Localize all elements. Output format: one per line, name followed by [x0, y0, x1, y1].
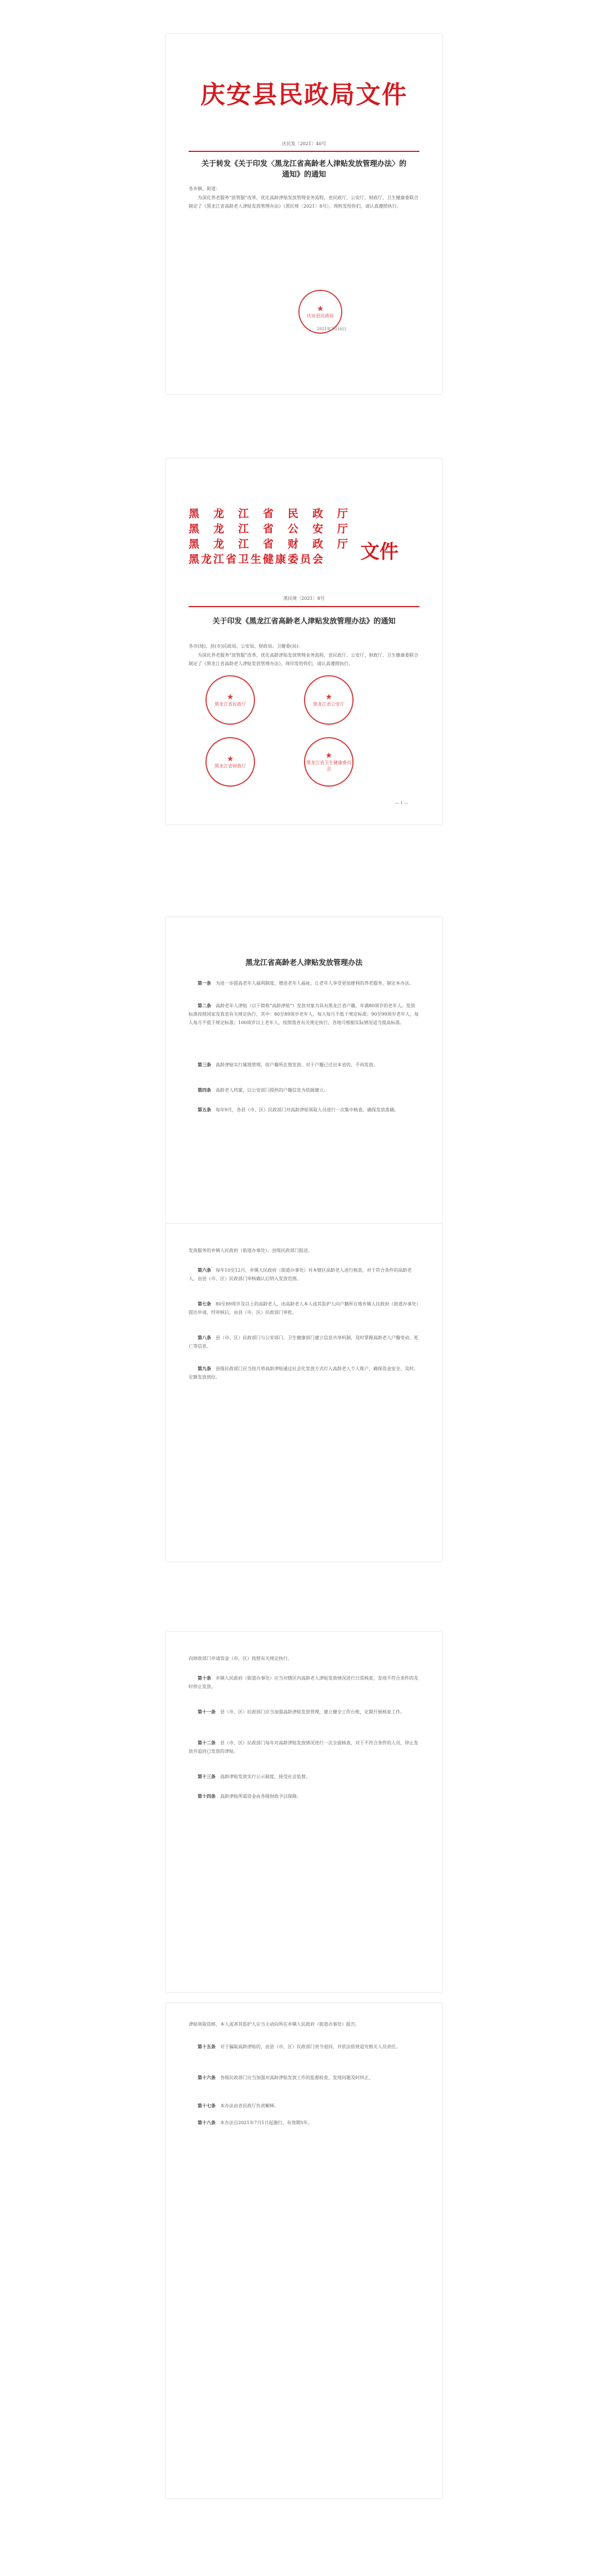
issuer-line-4: 黑龙江省卫生健康委员会	[189, 553, 325, 566]
article-17: 第十七条 本办法由省民政厅负责解释。	[198, 2103, 279, 2108]
document-title: 关于转发《关于印发〈黑龙江省高龄老人津贴发放管理办法〉的通知》的通知	[201, 160, 406, 179]
document-number: 庆民发〔2021〕40号	[281, 141, 327, 146]
article-13: 第十三条 高龄津贴发放实行公示制度，接受社会监督。	[198, 1774, 310, 1779]
issue-date: 2021年7月16日	[317, 327, 347, 331]
body-paragraph: 为深化养老服务“放管服”改革，优化高龄津贴发放管理业务流程，省民政厅、公安厅、财政厅、卫生健康委联合制定了《黑龙江省高龄老人津贴发放管理办法》，现印发给你们，请认真遵照执行。	[189, 653, 419, 666]
article-9: 第九条 县级民政部门应当按月将高龄津贴通过社会化发放方式打入高龄老人个人账户，确保资金安全、及时、足额发放到位。	[189, 1366, 418, 1380]
article-11: 第十一条 县（市、区）民政部门应当加强高龄津贴发放管理，建立健全工作台账，定期开展核查工作。	[198, 1709, 405, 1715]
article-8: 第八条 县（市、区）民政部门与公安部门、卫生健康部门建立信息共享机制，及时掌握高龄老人户籍变动、死亡等信息。	[189, 1335, 418, 1349]
article-3: 第三条 高龄津贴实行属地管理，按户籍所在地发放。对于户籍已迁出本省的，不再发放。	[198, 1062, 378, 1067]
article-4: 第四条 高龄老人档案，以公安部门提供的户籍信息为依据建立。	[198, 1087, 328, 1093]
document-page-2	[166, 459, 442, 824]
article-5: 第五条 每年9月，各县（市、区）民政部门对高龄津贴领取人员进行一次集中核查，确保发放准确。	[198, 1107, 399, 1112]
document-page-6	[166, 2003, 442, 2498]
document-number: 黑民规〔2021〕8号	[283, 596, 325, 601]
article-6: 第六条 每年10至12月，乡镇人民政府（街道办事处）对本辖区高龄老人进行核查，对于符合条件的高龄老人，由县（市、区）民政部门审核确认后纳入发放范围。	[189, 1267, 412, 1281]
article-15: 第十五条 对于骗取高龄津贴的，由县（市、区）民政部门责令退回，并依法依规追究相关人员责任。	[198, 2044, 400, 2049]
issuer-line-1: 黑 龙 江 省 民 政 厅	[189, 508, 350, 520]
article-1: 第一条 为进一步提高老年人福利制度，增进老年人福祉，让老年人享受更加便利的养老服务，制定本办法。	[198, 980, 414, 986]
document-page-4	[166, 1224, 442, 1561]
article-14: 第十四条 高龄津贴所需资金由各级财政予以保障。	[198, 1793, 301, 1799]
issuer-line-2: 黑 龙 江 省 公 安 厅	[189, 523, 350, 535]
addressee: 各市(地)、县(市)民政局、公安局、财政局、卫健委(局)：	[189, 644, 303, 649]
official-seal: ★ 黑龙江省民政厅	[205, 675, 255, 725]
official-seal: ★ 黑龙江省卫生健康委员会	[304, 737, 354, 787]
article-12: 第十二条 县（市、区）民政部门每年对高龄津贴发放情况进行一次全面核查，对于不符合条件的人员，停止发放并追回已发放的津贴。	[189, 1740, 418, 1754]
article-18: 第十八条 本办法自2021年7月1日起施行，有效期5年。	[198, 2120, 312, 2125]
continuation-text: 发放服务的乡镇人民政府（街道办事处）、县级民政部门报送。	[189, 1248, 312, 1253]
article-16: 第十六条 各级民政部门应当加强对高龄津贴发放工作的监督检查，发现问题及时纠正。	[198, 2075, 373, 2080]
document-title: 关于印发《黑龙江省高龄老人津贴发放管理办法》的通知	[212, 617, 396, 626]
document-label: 文件	[360, 541, 399, 563]
document-page-3	[166, 917, 442, 1224]
continuation-text: 津贴领取资格，本人或者其监护人应当主动向所在乡镇人民政府（街道办事处）报告。	[189, 2022, 360, 2027]
official-seal: ★ 黑龙江省公安厅	[304, 675, 354, 725]
official-seal: ★ 庆安县民政局	[298, 290, 342, 334]
article-2: 第二条 高龄老年人津贴（以下简称“高龄津贴”）发放对象为具有黑龙江省户籍、年满80周岁的老年人。发放标准按照国家及我省有关规定执行，其中：80至89周岁老年人，每人每月不低于规定标准；90至99周岁老年人，每人每月不低于规定标准；100周岁以上老年人，按照我省有关规定执行，各地可根据实际情况适当提高标准。	[189, 1003, 419, 1025]
body-paragraph: 为深化养老服务“放管服”改革，优化高龄津贴发放管理业务流程，省民政厅、公安厅、财政厅、卫生健康委联合制定了《黑龙江省高龄老人津贴发放管理办法》（黑民规〔2021〕8号），现转发给你们，请认真遵照执行。	[189, 195, 419, 209]
issuer-line-3: 黑 龙 江 省 财 政 厅	[189, 538, 350, 550]
article-10: 第十条 乡镇人民政府（街道办事处）应当对辖区内高龄老人津贴发放情况进行日常核查，发现不符合条件的及时停止发放。	[189, 1675, 418, 1689]
official-seal: ★ 黑龙江省财政厅	[205, 737, 255, 787]
issuer-header: 庆安县民政局文件	[200, 80, 408, 109]
document-page-5	[166, 1632, 442, 1992]
addressee: 各乡镇、街道：	[189, 186, 220, 191]
document-page-1	[166, 34, 442, 394]
article-7: 第七条 80至89周岁及以上的高龄老人，由高龄老人本人或其监护人向户籍所在地乡镇人民政府（街道办事处）提出申请，经审核后，由县（市、区）民政部门审批。	[189, 1301, 419, 1315]
regulation-title: 黑龙江省高龄老人津贴发放管理办法	[245, 959, 363, 967]
continuation-text: 向财政部门申请资金（市、区）按照有关规定执行。	[189, 1656, 292, 1661]
red-divider	[189, 151, 419, 152]
red-divider	[189, 606, 419, 607]
page-number: — 1 —	[395, 801, 408, 805]
